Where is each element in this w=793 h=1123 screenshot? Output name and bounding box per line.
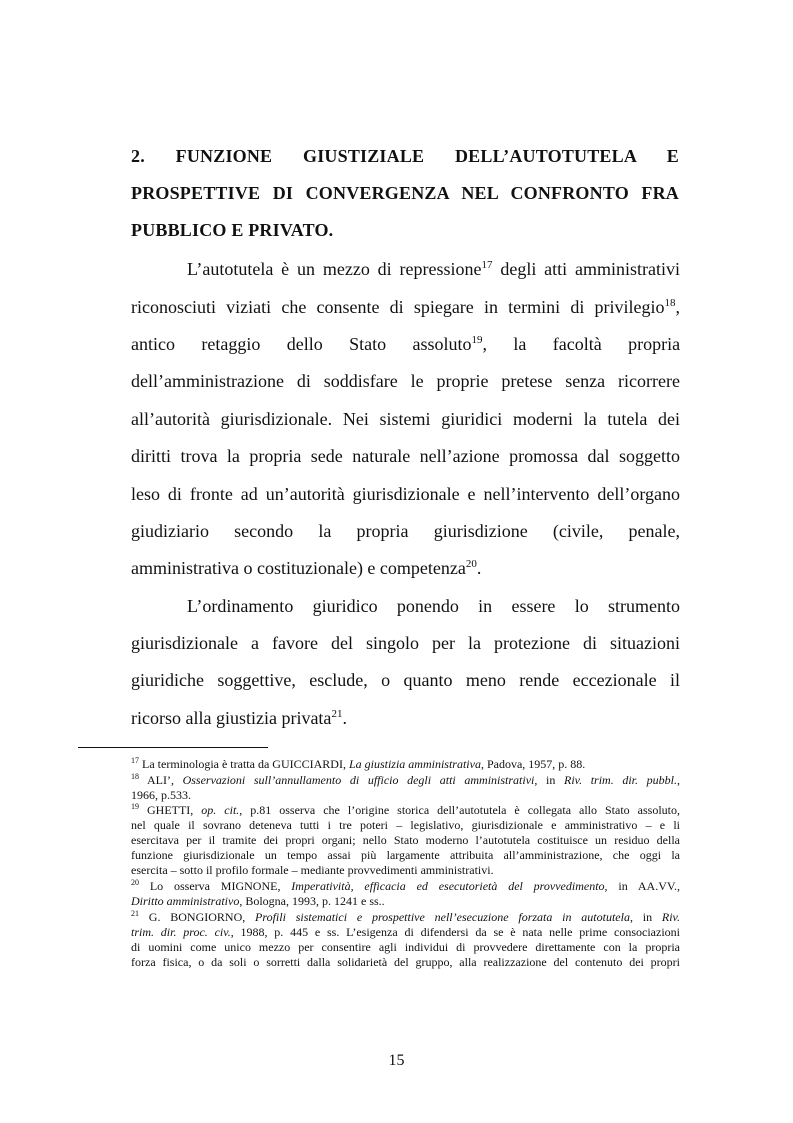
word: Stato xyxy=(349,334,387,354)
body-line xyxy=(131,333,680,355)
text-run: degli atti amministrativi xyxy=(492,259,681,279)
word xyxy=(412,334,513,354)
footnote-separator xyxy=(78,747,268,748)
text-run: ricorso alla giustizia privata xyxy=(131,708,332,728)
footnote-ref-19[interactable]: 19 xyxy=(471,334,483,346)
footnote-number: 19 xyxy=(131,802,139,811)
text-run: ALI’, xyxy=(139,773,183,787)
footnote-20 xyxy=(131,879,680,893)
word: giurisdizione xyxy=(433,521,528,541)
heading-word: GIUSTIZIALE xyxy=(303,146,425,166)
heading-word: DELL’AUTOTUTELA xyxy=(454,146,637,166)
footnote-19-line: esercitava per il tramite dei propri organi; nello Stato moderno l’autotutela costituisce un residuo della xyxy=(131,833,680,847)
word: L’ordinamento xyxy=(187,596,294,616)
footnote-ref-20[interactable]: 20 xyxy=(465,558,477,570)
word: la xyxy=(318,521,332,541)
body-line: dell’amministrazione di soddisfare le proprie pretese senza ricorrere xyxy=(131,371,680,391)
footnote-18-line: 1966, p.533. xyxy=(131,788,191,802)
text-run: G. BONGIORNO, xyxy=(139,910,256,924)
word: (civile, xyxy=(552,521,604,541)
text-run: op. cit. xyxy=(201,803,240,817)
footnote-number: 20 xyxy=(131,878,139,887)
footnote-21-line: di uomini come unico mezzo per consentire agli individui di provvedere direttamente con la propria xyxy=(131,940,680,954)
text-run: Osservazioni sull’annullamento di ufficio degli atti amministrativi xyxy=(182,773,535,787)
word: propria xyxy=(356,521,409,541)
heading-word: FRA xyxy=(641,183,679,203)
word: giuridico xyxy=(312,596,378,616)
footnote-number: 18 xyxy=(131,772,139,781)
body-line: giuridiche soggettive, esclude, o quanto meno rende eccezionale il xyxy=(131,670,680,690)
text-run: Riv. xyxy=(661,910,680,924)
text-run: assoluto xyxy=(412,334,472,354)
footnote-ref-17[interactable]: 17 xyxy=(481,259,493,271)
heading-word: DI xyxy=(272,183,294,203)
footnote-ref-18[interactable]: 18 xyxy=(664,297,676,309)
word: facoltà xyxy=(552,334,602,354)
body-line: giurisdizionale a favore del singolo per la protezione di situazioni xyxy=(131,633,680,653)
word: giudiziario xyxy=(131,521,209,541)
word: retaggio xyxy=(201,334,261,354)
text-run: , in AA.VV., xyxy=(604,879,680,893)
heading-word: CONVERGENZA xyxy=(305,183,449,203)
text-run: , xyxy=(675,297,680,317)
text-run: , Bologna, 1993, p. 1241 e ss.. xyxy=(239,894,385,908)
word: ponendo xyxy=(396,596,459,616)
text-run: La giustizia amministrativa xyxy=(348,757,481,771)
word: antico xyxy=(131,334,175,354)
footnote-18 xyxy=(131,773,680,787)
word: penale, xyxy=(628,521,681,541)
text-run: Imperatività, efficacia ed esecutorietà del provvedimento xyxy=(291,879,605,893)
heading-word: CONFRONTO xyxy=(510,183,629,203)
word: lo xyxy=(574,596,589,616)
body-line xyxy=(131,707,680,729)
footnote-number: 17 xyxy=(131,756,139,765)
word: la xyxy=(513,334,527,354)
footnote-19-line: nel quale il sovrano deteneva tutti i tre poteri – legislativo, giurisdizionale e amministrativo – e li xyxy=(131,818,680,832)
footnote-17 xyxy=(131,757,680,771)
word: essere xyxy=(511,596,556,616)
text-run: . xyxy=(342,708,347,728)
word: in xyxy=(478,596,493,616)
footnote-number: 21 xyxy=(131,909,139,918)
text-run: , in xyxy=(534,773,564,787)
footnote-19-line: funzione giurisdizionale un tempo assai più largamente attribuita all’amministrazione, che oggi la xyxy=(131,848,680,862)
footnote-19 xyxy=(131,803,680,817)
body-line xyxy=(131,520,680,542)
text-run: , in xyxy=(629,910,662,924)
body-line xyxy=(187,595,680,617)
footnote-19-line: esercita – sotto il profilo formale – mediante provvedimenti amministrativi. xyxy=(131,863,494,877)
word: dello xyxy=(286,334,323,354)
text-run: , p.81 osserva che l’origine storica dell’autotutela è collegata allo Stato assoluto, xyxy=(239,803,680,817)
text-run: La terminologia è tratta da GUICCIARDI, xyxy=(139,757,349,771)
heading-line-1 xyxy=(131,146,679,167)
footnote-21-line: forza fisica, o da soli o sorretti dalla solidarietà del gruppo, alla realizzazione del contenuto dei propri xyxy=(131,955,680,969)
body-line xyxy=(187,258,680,280)
text-run: , Padova, 1957, p. 88. xyxy=(480,757,586,771)
text-run: , 1988, p. 445 e ss. L’esigenza di difendersi da se è nata nelle prime consociazioni xyxy=(230,925,681,939)
text-run: L’autotutela è un mezzo di repressione xyxy=(187,259,482,279)
body-line: all’autorità giurisdizionale. Nei sistemi giuridici moderni la tutela dei xyxy=(131,409,680,429)
body-line xyxy=(131,557,680,579)
heading-word: NEL xyxy=(461,183,498,203)
heading-word: FUNZIONE xyxy=(175,146,273,166)
text-run: trim. dir. proc. civ. xyxy=(131,925,231,939)
heading-line-2 xyxy=(131,183,679,204)
text-run: Lo osserva MIGNONE, xyxy=(139,879,292,893)
footnote-21-line xyxy=(131,925,680,939)
text-run: Riv. trim. dir. pubbl. xyxy=(563,773,677,787)
word: strumento xyxy=(608,596,681,616)
text-run: Diritto amministrativo xyxy=(131,894,240,908)
text-run: Profili sistematici e prospettive nell’esecuzione forzata in autotutela xyxy=(255,910,630,924)
footnote-20-line xyxy=(131,894,680,908)
text-run: . xyxy=(476,558,482,578)
text-run: GHETTI, xyxy=(139,803,202,817)
text-run: , xyxy=(482,334,514,354)
footnote-21 xyxy=(131,910,680,924)
heading-word: PROSPETTIVE xyxy=(131,183,261,203)
body-line: leso di fronte ad un’autorità giurisdizionale e nell’intervento dell’organo xyxy=(131,484,680,504)
text-run: amministrativa o costituzionale) e competenza xyxy=(131,558,466,578)
text-run: , xyxy=(677,773,680,787)
text-run: riconosciuti viziati che consente di spiegare in termini di privilegio xyxy=(131,297,665,317)
body-line xyxy=(131,296,680,318)
body-line: diritti trova la propria sede naturale nell’azione promossa dal soggetto xyxy=(131,446,680,466)
heading-word: 2. xyxy=(131,146,145,166)
word: secondo xyxy=(234,521,294,541)
heading-line-3: PUBBLICO E PRIVATO. xyxy=(131,220,334,240)
page-number: 15 xyxy=(388,1052,405,1069)
word: propria xyxy=(628,334,681,354)
heading-word: E xyxy=(666,146,680,166)
footnote-ref-21[interactable]: 21 xyxy=(331,708,343,720)
